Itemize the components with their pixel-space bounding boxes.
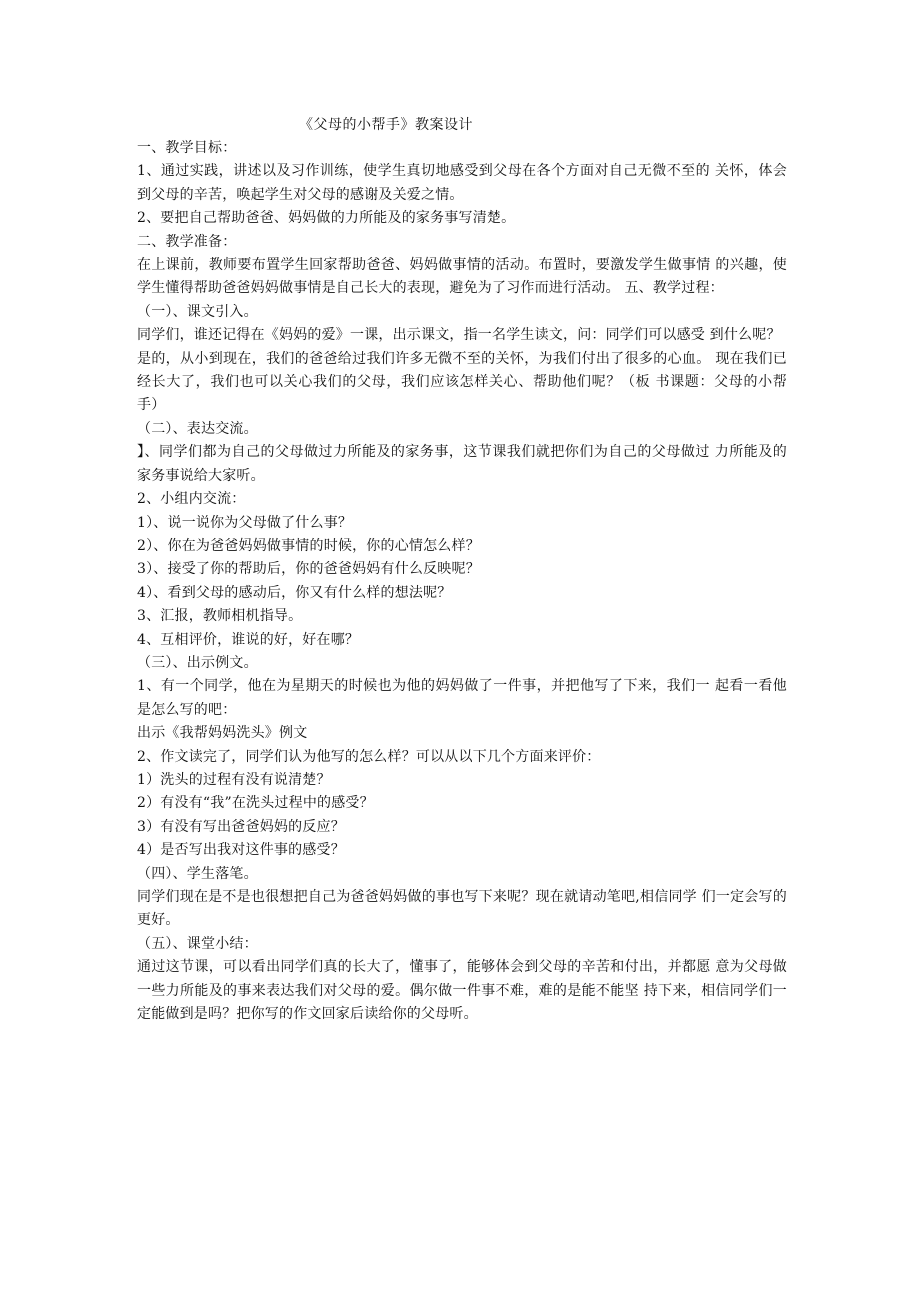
section-heading-preparation: 二、教学准备： (137, 233, 237, 250)
list-item: 1）、说一说你为父母做了什么事？ (137, 514, 353, 531)
paragraph: 】、同学们都为自己的父母做过力所能及的家务事，这节课我们就把你们为自己的父母做过 力所能及的家务事说给大家听。 (137, 444, 787, 484)
subsection-heading: （三）、出示例文。 (137, 654, 258, 671)
paragraph: 3、汇报，教师相机指导。 (137, 608, 303, 625)
subsection-heading: （五）、课堂小结： (137, 935, 258, 952)
list-item: 1）洗头的过程有没有说清楚？ (137, 771, 331, 788)
list-item: 3）、接受了你的帮助后，你的爸爸妈妈有什么反映呢？ (137, 561, 480, 578)
document-page (137, 114, 787, 1026)
paragraph: 2、要把自己帮助爸爸、妈妈做的力所能及的家务事写清楚。 (137, 210, 516, 227)
subsection-heading: （二）、表达交流。 (137, 420, 258, 437)
list-item: 4）是否写出我对这件事的感受？ (137, 842, 345, 859)
paragraph: 通过这节课，可以看出同学们真的长大了，懂事了，能够体会到父母的辛苦和付出，并都愿 意为父母做一些力所能及的事来表达我们对父母的爱。偶尔做一件事不难，难的是能不能坚 持下来，相信同学们一定能做到是吗？把你写的作文回家后读给你的父母听。 (137, 959, 787, 1023)
paragraph: 1、通过实践，讲述以及习作训练，使学生真切地感受到父母在各个方面对自己无微不至的 关怀，体会到父母的辛苦，唤起学生对父母的感谢及关爱之情。 (137, 163, 787, 203)
paragraph: 出示《我帮妈妈洗头》例文 (137, 725, 308, 742)
paragraph: 在上课前，教师要布置学生回家帮助爸爸、妈妈做事情的活动。布置时，要激发学生做事情 的兴趣，使学生懂得帮助爸爸妈妈做事情是自己长大的表现，避免为了习作而进行活动。 五、教学过程： (137, 257, 787, 297)
subsection-heading: （四）、学生落笔。 (137, 865, 258, 882)
document-title: 《父母的小帮手》教案设计 (299, 117, 473, 133)
section-heading-goals: 一、教学目标： (137, 140, 237, 156)
subsection-heading: （一）、课文引入。 (137, 303, 258, 320)
paragraph: 1、有一个同学，他在为星期天的时候也为他的妈妈做了一件事，并把他写了下来，我们一 起看一看他是怎么写的吧： (137, 678, 787, 718)
list-item: 2）、你在为爸爸妈妈做事情的时候，你的心情怎么样？ (137, 537, 480, 554)
list-item: 2）有没有“我”在洗头过程中的感受？ (137, 795, 374, 812)
paragraph: 2、作文读完了，同学们认为他写的怎么样？可以从以下几个方面来评价： (137, 748, 601, 765)
list-heading: 2、小组内交流： (137, 491, 246, 508)
list-item: 4）、看到父母的感动后，你又有什么样的想法呢？ (137, 584, 452, 601)
paragraph: 同学们，谁还记得在《妈妈的爱》一课，出示课文，指一名学生读文，问：同学们可以感受 到什么呢？ (137, 327, 781, 344)
paragraph: 4、互相评价，谁说的好，好在哪？ (137, 631, 360, 648)
paragraph: 是的，从小到现在，我们的爸爸给过我们许多无微不至的关怀，为我们付出了很多的心血。 现在我们已经长大了，我们也可以关心我们的父母，我们应该怎样关心、帮助他们呢？（板 书课题：父母的小帮手） (137, 350, 787, 414)
paragraph: 同学们现在是不是也很想把自己为爸爸妈妈做的事也写下来呢？现在就请动笔吧,相信同学 们一定会写的更好。 (137, 889, 787, 929)
list-item: 3）有没有写出爸爸妈妈的反应？ (137, 818, 345, 835)
